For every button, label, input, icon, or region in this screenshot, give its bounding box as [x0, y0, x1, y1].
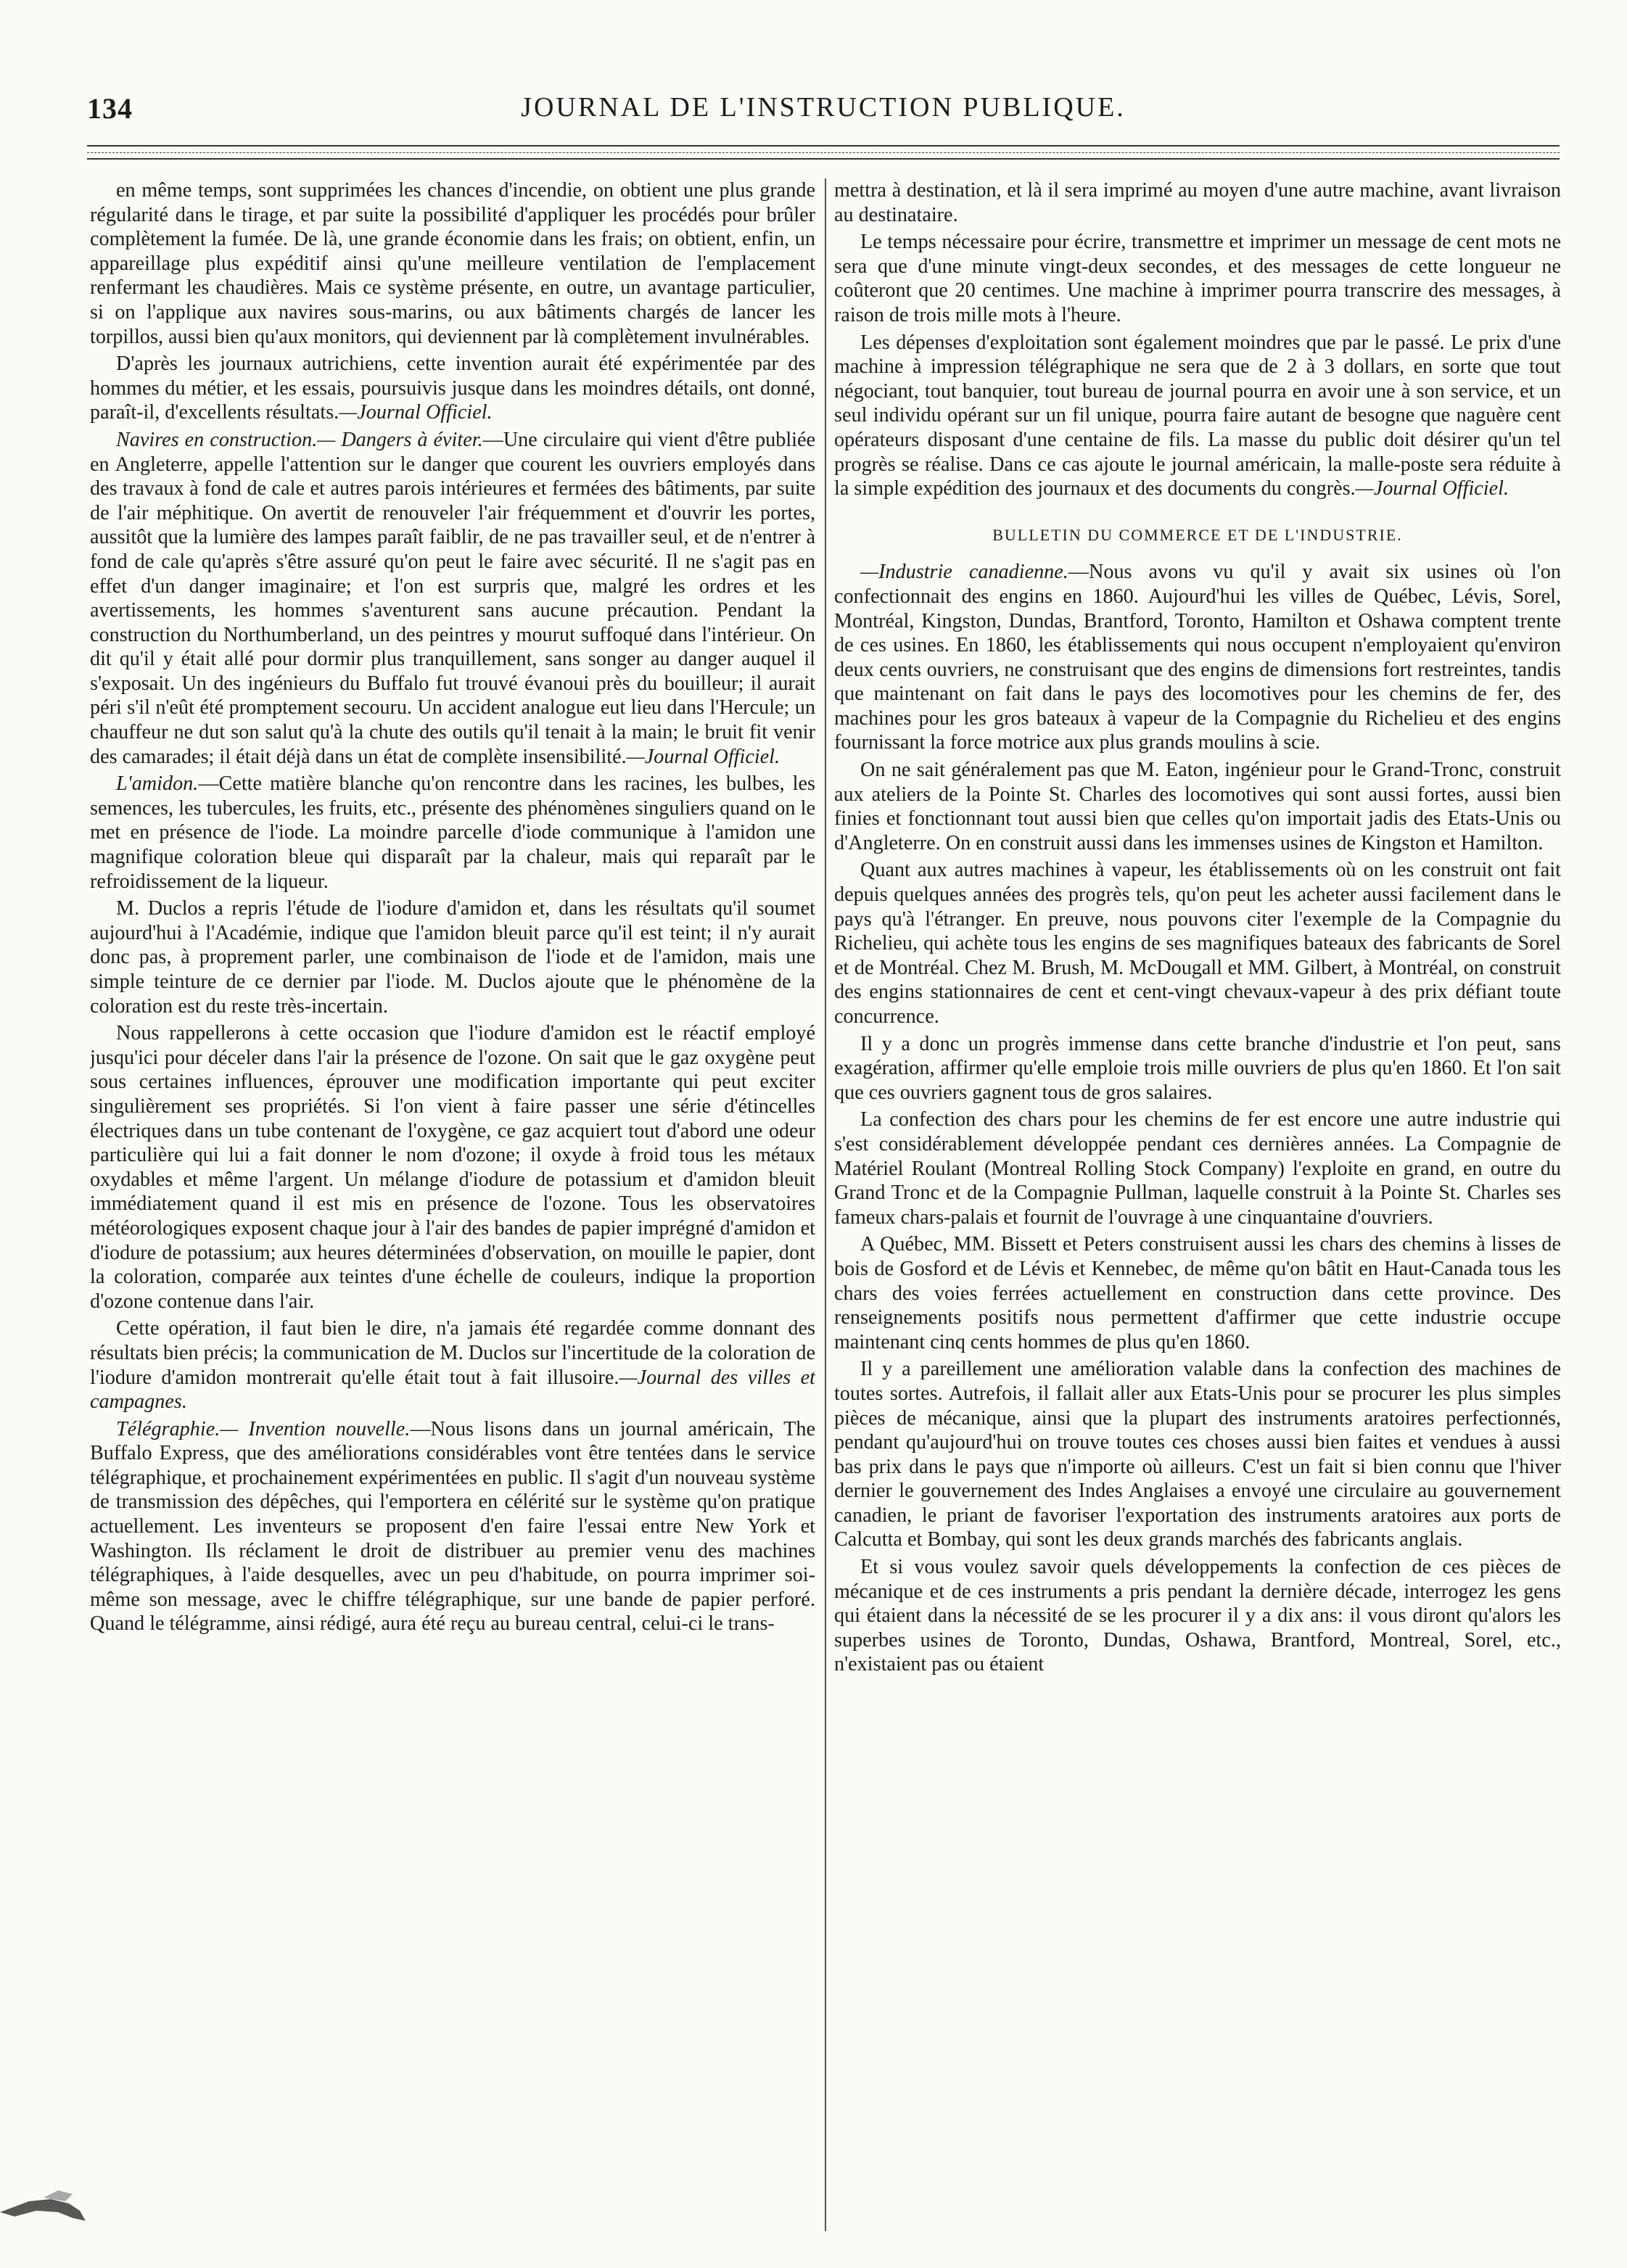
source-citation: —Journal Officiel. [1355, 477, 1509, 500]
paragraph-text: Quant aux autres machines à vapeur, les établissements où on les construit ont fait depuis quelques années des progrès tels, qu'on peut les acheter aussi facilement dans le pays qu'à l'étranger. En preuve, nous pouvons citer l'exemple de la Compagnie du Richelieu, qui achète tous les engins de ses magnifiques bateaux des fabricants de Sorel et de Montréal. Chez M. Brush, M. McDougall et MM. Gilbert, à Montréal, on construit des engins stationnaires de cent et cent-vingt chevaux-vapeur à des prix défiant toute concurrence. [834, 859, 1561, 1028]
article-paragraph [834, 1232, 1561, 1354]
paragraph-text: Nous rappellerons à cette occasion que l'iodure d'amidon est le réactif employé jusqu'ici pour déceler dans l'air la présence de l'ozone. On sait que le gaz oxygène peut sous certaines influences, éprouver une modification importante qui peut exciter singulièrement ses propriétés. Si l'on vient à faire passer une série d'étincelles électriques dans un tube contenant de l'oxygène, ce gaz acquiert tout d'abord une odeur particulière qui lui a fait donner le nom d'ozone; il oxyde à froid tous les métaux oxydables et même l'argent. Un mélange d'iodure de potassium et d'amidon bleuit immédiatement quand il est mis en présence de l'ozone. Tous les observatoires météorologiques exposent chaque jour à l'air des bandes de papier imprégné d'amidon et d'iodure de potassium; aux heures déterminées d'observation, on mouille le papier, dont la coloration, comparée aux teintes d'une échelle de couleurs, indique la proportion d'ozone contenue dans l'air. [90, 1022, 815, 1313]
article-paragraph [90, 352, 815, 425]
paragraph-text: Le temps nécessaire pour écrire, transmettre et imprimer un message de cent mots ne sera que d'une minute vingt-deux secondes, et des messages de cette longueur ne coûteront que 20 centimes. Une machine à imprimer pourra transcrire des messages, à raison de trois mille mots à l'heure. [834, 231, 1561, 326]
article-paragraph [834, 858, 1561, 1028]
article-lead: —Industrie canadienne. [860, 561, 1068, 584]
source-citation: —Journal des villes et campagnes. [90, 1366, 815, 1414]
article-paragraph [834, 1108, 1561, 1229]
paragraph-text: La confection des chars pour les chemins de fer est encore une autre industrie qui s'est considérablement développée pendant ces dernières années. La Compagnie de Matériel Roulant (Montreal Rolling Stock Company) l'exploite en grand, en outre du Grand Tronc et de la Compagnie Pullman, laquelle construit à la Pointe St. Charles ses fameux chars-palais et fournit de l'ouvrage à une cinquantaine d'ouvriers. [834, 1108, 1561, 1229]
article-paragraph [834, 1357, 1561, 1552]
paragraph-text: —Une circulaire qui vient d'être publiée en Angleterre, appelle l'attention sur le danger que courent les ouvriers employés dans des travaux à fond de cale et autres parois intérieures et fermées des bâtiments, par suite de l'air méphitique. On avertit de renouveler l'air fréquemment et d'ouvrir les portes, aussitôt que la lumière des lampes paraît faiblir, de ne pas travailler seul, et de n'entrer à fond de cale qu'après s'être assuré qu'on peut le faire avec sécurité. Il ne s'agit pas en effet d'un danger imaginaire; et l'on est surpris que, malgré les ordres et les avertissements, les hommes s'aventurent sans aucune précaution. Pendant la construction du Northumberland, un des peintres y mourut suffoqué dans l'intérieur. On dit qu'il y était allé pour dormir plus tranquillement, sans songer au danger auquel il s'exposait. Un des ingénieurs du Buffalo fut trouvé évanoui près du bouilleur; il aurait péri s'il n'eût été promptement secouru. Un accident analogue eut lieu dans l'Hercule; un chauffeur ne dut son salut qu'à la chute des outils qu'il tenait à la main; le bruit fit venir des camarades; il était déjà dans un état de complète insensibilité. [90, 428, 815, 768]
paragraph-text: —Cette matière blanche qu'on rencontre dans les racines, les bulbes, les semences, les tubercules, les fruits, etc., présente des phénomènes singuliers quand on le met en présence de l'iode. La moindre parcelle d'iode communique à l'amidon une magnifique coloration bleue qui disparaît par la chaleur, mais qui reparaît par le refroidissement de la liqueur. [90, 772, 815, 893]
article-paragraph [834, 758, 1561, 855]
source-citation: —Journal Officiel. [626, 745, 780, 768]
journal-title: JOURNAL DE L'INSTRUCTION PUBLIQUE. [521, 92, 1126, 123]
paragraph-text: On ne sait généralement pas que M. Eaton, ingénieur pour le Grand-Tronc, construit aux ateliers de la Pointe St. Charles des locomotives qui sont aussi fortes, aussi bien finies et fonctionnant tout aussi bien que celles qu'on importait jadis des Etats-Unis ou d'Angleterre. On en construit aussi dans les immenses usines de Kingston et Hamilton. [834, 759, 1561, 854]
paragraph-text: A Québec, MM. Bissett et Peters construisent aussi les chars des chemins à lisses de bois de Gosford et de Lévis et Kennebec, de même qu'on bâtit en Haut-Canada tous les chars des voies ferrées actuellement en construction dans cette province. Des renseignements positifs nous permettent d'affirmer que cette industrie occupe maintenant cinq cents hommes de plus qu'en 1860. [834, 1233, 1561, 1353]
article-paragraph [90, 178, 815, 349]
article-paragraph [834, 178, 1561, 227]
article-paragraph [90, 428, 815, 769]
article-paragraph [90, 772, 815, 894]
paragraph-text: en même temps, sont supprimées les chances d'incendie, on obtient une plus grande régularité dans le tirage, et par suite la possibilité d'appliquer les procédés pour brûler complètement la fumée. De là, une grande économie dans les frais; on obtient, enfin, un appareillage plus expéditif ainsi qu'une meilleure ventilation de l'emplacement renfermant les chaudières. Mais ce système présente, en outre, un avantage particulier, si on l'applique aux navires sous-marins, ou aux bâtiments chargés de lancer les torpillos, aussi bien qu'aux monitors, qui deviennent par là complètement invulnérables. [90, 179, 815, 348]
article-paragraph [90, 1417, 815, 1636]
header-rule-middle [87, 152, 1560, 153]
paragraph-text: M. Duclos a repris l'étude de l'iodure d'amidon et, dans les résultats qu'il soumet aujourd'hui à l'Académie, indique que l'amidon bleuit parce qu'il est teint; il n'y aurait donc pas, à proprement parler, une combinaison de l'iode et de l'amidon, mais une simple teinture de ce dernier par l'iode. M. Duclos ajoute que le phénomène de la coloration est du reste très-incertain. [90, 897, 815, 1018]
paragraph-text: mettra à destination, et là il sera imprimé au moyen d'une autre machine, avant livraison au destinataire. [834, 179, 1561, 226]
article-lead: Télégraphie.— Invention nouvelle. [116, 1417, 411, 1440]
paragraph-text: Et si vous voulez savoir quels développements la confection de ces pièces de mécanique et de ces instruments a pris pendant la dernière décade, interrogez les gens qui étaient dans la nécessité de se les procurer il y a dix ans: il vous diront qu'alors les superbes usines de Toronto, Dundas, Oshawa, Brantford, Montreal, Sorel, etc., n'existaient pas ou étaient [834, 1556, 1561, 1676]
paragraph-text: —Nous lisons dans un journal américain, The Buffalo Express, que des améliorations considérables vont être tentées dans le service télégraphique, et prochainement expérimentées en public. Il s'agit d'un nouveau système de transmission des dépêches, qui l'emportera en célérité sur le système qu'on pratique actuellement. Les inventeurs se proposent d'en faire l'essai entre New York et Washington. Ils réclament le droit de distribuer au premier venu des machines télégraphiques, à l'aide desquelles, avec un peu d'habitude, on pourra imprimer soi-même son message, avec le chiffre télégraphique, sur une bande de papier perforé. Quand le télégramme, ainsi rédigé, aura été reçu au bureau central, celui-ci le trans- [90, 1417, 815, 1636]
paragraph-text: Cette opération, il faut bien le dire, n'a jamais été regardée comme donnant des résultats bien précis; la communication de M. Duclos sur l'incertitude de la coloration de l'iodure d'amidon montrerait qu'elle était tout à fait illusoire. [90, 1317, 815, 1389]
section-heading: BULLETIN DU COMMERCE ET DE L'INDUSTRIE. [992, 525, 1403, 544]
article-paragraph [834, 560, 1561, 755]
article-lead: Navires en construction.— Dangers à éviter. [116, 428, 483, 451]
header-rule-bottom [87, 158, 1560, 160]
article-paragraph [834, 1555, 1561, 1677]
article-paragraph [90, 1316, 815, 1414]
article-lead: L'amidon. [116, 772, 199, 796]
left-column [90, 178, 815, 2231]
article-paragraph [834, 331, 1561, 501]
article-paragraph [834, 1032, 1561, 1105]
ink-blot-mark [0, 2169, 102, 2227]
paragraph-text: Il y a donc un progrès immense dans cette branche d'industrie et l'on peut, sans exagération, affirmer qu'elle emploie trois mille ouvriers de plus qu'en 1860. Et l'on sait que ces ouvriers gagnent tous de gros salaires. [834, 1032, 1561, 1104]
source-citation: —Journal Officiel. [339, 401, 493, 424]
paragraph-text: Il y a pareillement une amélioration valable dans la confection des machines de toutes sortes. Autrefois, il fallait aller aux Etats-Unis pour se procurer les plus simples pièces de mécanique, ainsi que la plupart des instruments aratoires perfectionnés, pendant qu'aujourd'hui on trouve toutes ces choses aussi bien faites et vendues à aussi bas prix dans le pays que n'importe où ailleurs. C'est un fait si bien connu que l'hiver dernier le gouvernement des Indes Anglaises a envoyé une circulaire au gouvernement canadien, le priant de favoriser l'exportation des instruments aratoires aux ports de Calcutta et Bombay, qui sont les deux grands marchés des fabricants anglais. [834, 1358, 1561, 1551]
paragraph-text: Les dépenses d'exploitation sont également moindres que par le passé. Le prix d'une machine à impression télégraphique ne sera que de 2 à 3 dollars, en sorte que tout négociant, tout banquier, tout bureau de journal pourra en avoir une à son service, et un seul individu opérant sur un fil unique, pourra faire autant de besogne que naguère cent opérateurs disposant d'une centaine de fils. La masse du public doit désirer qu'un tel progrès se réalise. Dans ce cas ajoute le journal américain, la malle-poste sera réduite à la simple expédition des journaux et des documents du congrès. [834, 331, 1561, 500]
column-divider [825, 178, 826, 2231]
header-rule-top [87, 145, 1560, 147]
paragraph-text: D'après les journaux autrichiens, cette invention aurait été expérimentée par des hommes du métier, et les essais, poursuivis jusque dans les moindres détails, ont donné, paraît-il, d'excellents résultats. [90, 352, 815, 424]
page-header [87, 91, 1560, 135]
paragraph-text: —Nous avons vu qu'il y avait six usines où l'on confectionnait des engins en 1860. Aujourd'hui les villes de Québec, Lévis, Sorel, Montréal, Kingston, Dundas, Brantford, Toronto, Hamilton et Oshawa comptent trente de ces usines. En 1860, les établissements qui nous occupent n'employaient qu'environ deux cents ouvriers, ne construisant que des engins de dimensions fort restreintes, tandis que maintenant on fait dans le pays des locomotives pour les chemins de fer, des machines pour les gros bateaux à vapeur de la Compagnie du Richelieu et des engins fournissant la force motrice aux plus grands moulins à scie. [834, 561, 1561, 754]
page-number: 134 [87, 92, 133, 125]
article-paragraph [90, 1021, 815, 1314]
right-column [834, 178, 1561, 2231]
article-paragraph [834, 230, 1561, 327]
article-paragraph [90, 896, 815, 1018]
